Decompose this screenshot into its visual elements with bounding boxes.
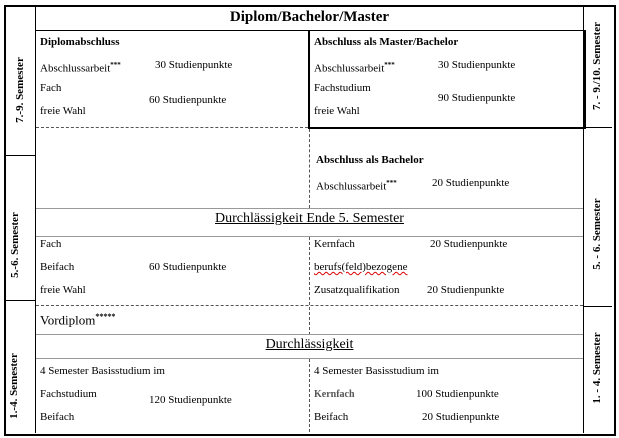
durchlaessigkeit-ende-5: Durchlässigkeit Ende 5. Semester (215, 211, 404, 226)
mid-left-freie-wahl: freie Wahl (40, 284, 86, 296)
diplom-thesis (40, 59, 121, 76)
bottom-dashed (309, 359, 310, 432)
mid-dashed-upper (309, 129, 310, 208)
basis-left-line1: 4 Semester Basisstudium im (40, 365, 165, 377)
basis-left-points: 120 Studienpunkte (149, 394, 232, 406)
durch5-top-line (36, 208, 583, 209)
bachelor-thesis-points: 20 Studienpunkte (432, 177, 510, 189)
mid-right-berufsfeld: berufs(feld)bezogene (314, 261, 408, 273)
master-fachstudium: Fachstudium (314, 82, 371, 94)
right-label-bottom: 1. - 4. Semester (591, 332, 603, 404)
left-separator-1 (5, 155, 35, 156)
master-thesis-points: 30 Studienpunkte (438, 59, 516, 71)
mid-right-kernfach-points: 20 Studienpunkte (430, 238, 508, 250)
basis-right-beifach-points: 20 Studienpunkte (422, 411, 500, 423)
master-points: 90 Studienpunkte (438, 92, 516, 104)
diplom-thesis-label: Abschlussarbeit (40, 62, 111, 75)
vordiplom (40, 309, 115, 327)
mid-dashed-lower (309, 237, 310, 335)
mid-right-zusatz: Zusatzqualifikation (314, 284, 400, 296)
right-separator-2 (584, 306, 612, 307)
master-freie-wahl: freie Wahl (314, 105, 360, 117)
mid-left-points: 60 Studienpunkte (149, 261, 227, 273)
right-separator-1 (584, 127, 612, 128)
vordiplom-label: Vordiplom (40, 312, 96, 328)
right-label-top: 7. - 9./10. Semester (591, 22, 603, 110)
left-label-bottom: 1.-4. Semester (8, 353, 20, 419)
diplom-thesis-points: 30 Studienpunkte (155, 59, 233, 71)
basis-left-beifach: Beifach (40, 411, 75, 423)
durchlaessigkeit: Durchlässigkeit (265, 337, 354, 352)
diplom-heading: Diplomabschluss (40, 36, 120, 48)
diplom-fach: Fach (40, 82, 62, 94)
master-thesis-sup: *** (384, 61, 395, 69)
vordiplom-sup: ***** (95, 312, 116, 321)
left-label-middle: 5.-6. Semester (9, 212, 21, 278)
bachelor-thesis-sup: *** (386, 179, 397, 187)
left-separator-2 (5, 300, 35, 301)
diplom-dashed-bottom (36, 127, 308, 128)
right-label-middle: 5. - 6. Semester (591, 198, 603, 270)
bachelor-heading: Abschluss als Bachelor (316, 154, 424, 166)
master-thesis-label: Abschlussarbeit (314, 62, 385, 75)
mid-right-zusatz-points: 20 Studienpunkte (427, 284, 505, 296)
master-heading: Abschluss als Master/Bachelor (314, 36, 459, 48)
diplom-freie-wahl: freie Wahl (40, 105, 86, 117)
left-label-top: 7.-9. Semester (14, 57, 26, 123)
basis-right-beifach: Beifach (314, 411, 349, 423)
mid-right-kernfach: Kernfach (314, 238, 355, 250)
mid-left-fach: Fach (40, 238, 62, 250)
basis-right-line1: 4 Semester Basisstudium im (314, 365, 439, 377)
vordiplom-dashed-top (36, 305, 583, 306)
basis-right-kernfach-points: 100 Studienpunkte (416, 388, 499, 400)
durch-top-line (36, 334, 583, 335)
bachelor-thesis-label: Abschlussarbeit (316, 180, 387, 193)
bachelor-thesis (316, 177, 397, 194)
page-title: Diplom/Bachelor/Master (229, 9, 390, 25)
master-thesis (314, 59, 395, 76)
diplom-fach-points: 60 Studienpunkte (149, 94, 227, 106)
basis-left-fachstudium: Fachstudium (40, 388, 97, 400)
mid-left-beifach: Beifach (40, 261, 75, 273)
basis-right-kernfach: Kernfach (314, 389, 355, 400)
diplom-thesis-sup: *** (110, 61, 121, 69)
